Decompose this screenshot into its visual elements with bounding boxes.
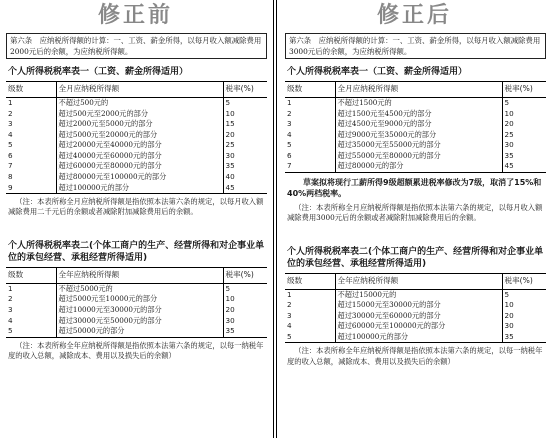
tax-level-cell: 2 [6,108,56,119]
tax-rate-table-two [6,267,267,338]
tax-rate-cell: 30 [504,140,514,150]
income-range-cell: 不超过15000元的 [335,289,502,300]
tax-level-cell: 9 [6,183,56,194]
table-row [285,119,546,130]
tax-rate-cell: 20 [504,119,514,129]
income-range-cell: 超过1500元至4500元的部分 [335,108,502,119]
tax-level-cell: 1 [285,98,335,109]
tax-level-cell: 2 [6,294,56,305]
tax-rate-cell: 10 [225,108,235,118]
tax-table-two-title: 个人所得税税率表二(个体工商户的生产、经营所得和对企事业单位的承包经营、承租经营所得适用) [8,240,265,263]
tax-rate-cell: 20 [225,305,235,315]
table-row [6,305,267,316]
before-column [0,0,271,438]
table-row [285,140,546,151]
table-row [285,130,546,141]
tax-table-one-title: 个人所得税税率表一（工资、薪金所得适用） [8,67,189,77]
tax-rate-cell: 10 [504,108,514,118]
table-one-note: （注：本表所称全月应纳税所得额是指依照本法第六条的规定，以每月收入额减除费用二千元后的余额或者减除附加减除费用后的余额。 [8,196,264,217]
income-range-cell: 不超过500元的 [56,98,223,109]
table-row [6,119,267,130]
table-row [6,183,267,194]
column-header: 全月应纳税所得额 [56,82,223,98]
tax-level-cell: 6 [6,151,56,162]
table-row [285,151,546,162]
table-header-row [285,82,546,98]
tax-level-cell: 8 [6,172,56,183]
table-row [6,130,267,141]
table-header-row [285,273,546,289]
tax-rate-cell: 35 [225,161,235,171]
tax-rate-cell: 10 [225,294,235,304]
column-header: 税率(%) [223,82,267,98]
income-range-cell: 超过60000元至100000元的部分 [335,321,502,332]
tax-level-cell: 3 [285,311,335,322]
table-row [285,300,546,311]
before-header: 修正前 [97,2,173,28]
table-row [6,98,267,109]
table-two-note: （注：本表所称全年应纳税所得额是指依照本法第六条的规定，以每一纳税年度的收入总额，减除成本、费用以及损失后的余额） [287,346,543,366]
income-range-cell: 超过20000元至40000元的部分 [56,140,223,151]
tax-level-cell: 5 [6,326,56,337]
table-row [6,108,267,119]
tax-level-cell: 7 [285,161,335,172]
column-divider [273,0,274,438]
income-range-cell: 超过100000元的部分 [335,332,502,343]
tax-rate-cell: 40 [225,172,235,182]
tax-rate-cell: 30 [225,315,235,325]
tax-level-cell: 2 [285,300,335,311]
tax-rate-cell: 20 [225,129,235,139]
income-range-cell: 超过35000元至55000元的部分 [335,140,502,151]
table-header-row [6,82,267,98]
column-header: 税率(%) [223,267,267,283]
income-range-cell: 超过15000元至30000元的部分 [335,300,502,311]
table-row [6,294,267,305]
tax-rate-cell: 45 [502,161,546,172]
income-range-cell: 超过10000元至30000元的部分 [56,305,223,316]
table-row [6,140,267,151]
tax-rate-cell: 25 [225,140,235,150]
column-header: 全年应纳税所得额 [56,267,223,283]
table-row [285,108,546,119]
income-range-cell: 不超过1500元的 [335,98,502,109]
column-header: 税率(%) [502,273,546,289]
after-column [279,0,550,438]
table-one-note: （注：本表所称全月应纳税所得额是指依照本法第六条的规定，以每月收入额减除费用3000元后的余额或者减除附加减除费用后的余额。 [287,202,543,223]
table-two-note: （注：本表所称全年应纳税所得额是指依照本法第六条的规定，以每一纳税年度的收入总额，减除成本、费用以及损失后的余额） [8,340,264,360]
column-header: 全年应纳税所得额 [335,273,502,289]
column-header: 全月应纳税所得额 [335,82,502,98]
tax-rate-cell: 35 [504,150,514,160]
table-row [6,161,267,172]
article-six-box: 第六条 应纳税所得额的计算：一、工资、薪金所得，以每月收入额减除费用2000元后的余额，为应纳税所得额。 [6,33,267,59]
table-row [6,316,267,327]
tax-level-cell: 6 [285,151,335,162]
income-range-cell: 超过80000元的部分 [335,161,502,172]
article-six-box: 第六条 应纳税所得额的计算：一、工资、薪金所得，以每月收入额减除费用3000元后的余额，为应纳税所得额。 [285,33,546,59]
column-header: 级数 [285,82,335,98]
tax-rate-cell: 5 [225,98,231,107]
table-header-row [6,267,267,283]
income-range-cell: 超过500元至2000元的部分 [56,108,223,119]
tax-level-cell: 1 [285,289,335,300]
income-range-cell: 超过80000元至100000元的部分 [56,172,223,183]
tax-rate-table-two [285,273,546,344]
income-range-cell: 超过4500元至9000元的部分 [335,119,502,130]
tax-rate-cell: 45 [223,183,267,194]
tax-rate-cell: 5 [225,283,231,293]
income-range-cell: 超过60000元至80000元的部分 [56,161,223,172]
tax-level-cell: 7 [6,161,56,172]
tax-level-cell: 4 [6,316,56,327]
tax-rate-cell: 5 [504,289,510,299]
tax-rate-cell: 35 [223,326,267,337]
tax-rate-cell: 20 [504,310,514,320]
tax-level-cell: 5 [6,140,56,151]
tax-rate-cell: 30 [225,150,235,160]
after-header: 修正后 [376,2,452,28]
table-row [285,98,546,109]
table-row [285,161,546,172]
income-range-cell: 超过30000元至60000元的部分 [335,311,502,322]
income-range-cell: 超过100000元的部分 [56,183,223,194]
column-header: 级数 [285,273,335,289]
tax-level-cell: 4 [285,130,335,141]
tax-level-cell: 5 [285,332,335,343]
tax-level-cell: 3 [6,305,56,316]
tax-level-cell: 5 [285,140,335,151]
tax-level-cell: 3 [285,119,335,130]
draft-change-note: 草案拟将现行工薪所得9级超额累进税率修改为7级，取消了15%和40%两档税率。 [287,177,542,198]
tax-rate-cell: 30 [504,321,514,331]
tax-level-cell: 1 [6,283,56,294]
tax-level-cell: 2 [285,108,335,119]
income-range-cell: 超过55000元至80000元的部分 [335,151,502,162]
tax-level-cell: 4 [285,321,335,332]
table-row [6,326,267,337]
tax-level-cell: 4 [6,130,56,141]
tax-rate-cell: 15 [225,119,235,129]
tax-rate-cell: 25 [504,129,514,139]
table-row [6,172,267,183]
table-row [6,151,267,162]
income-range-cell: 超过40000元至60000元的部分 [56,151,223,162]
income-range-cell: 超过30000元至50000元的部分 [56,316,223,327]
tax-rate-cell: 35 [502,332,546,343]
tax-rate-cell: 10 [504,300,514,310]
income-range-cell: 超过2000元至5000元的部分 [56,119,223,130]
income-range-cell: 超过5000元至20000元的部分 [56,130,223,141]
table-row [6,283,267,294]
column-header: 税率(%) [502,82,546,98]
table-row [285,332,546,343]
income-range-cell: 超过5000元至10000元的部分 [56,294,223,305]
table-row [285,321,546,332]
tax-level-cell: 1 [6,98,56,109]
tax-rate-cell: 5 [504,98,510,107]
income-range-cell: 超过9000元至35000元的部分 [335,130,502,141]
table-row [285,289,546,300]
tax-table-one-title: 个人所得税税率表一（工资、薪金所得适用） [287,67,468,77]
column-header: 级数 [6,82,56,98]
column-header: 级数 [6,267,56,283]
income-range-cell: 不超过5000元的 [56,283,223,294]
tax-rate-table-one [285,81,546,173]
table-row [285,311,546,322]
tax-level-cell: 3 [6,119,56,130]
column-divider [276,0,277,438]
income-range-cell: 超过50000元的部分 [56,326,223,337]
tax-rate-table-one [6,81,267,194]
tax-table-two-title: 个人所得税税率表二(个体工商户的生产、经营所得和对企事业单位的承包经营、承租经营所得适用) [287,246,544,269]
